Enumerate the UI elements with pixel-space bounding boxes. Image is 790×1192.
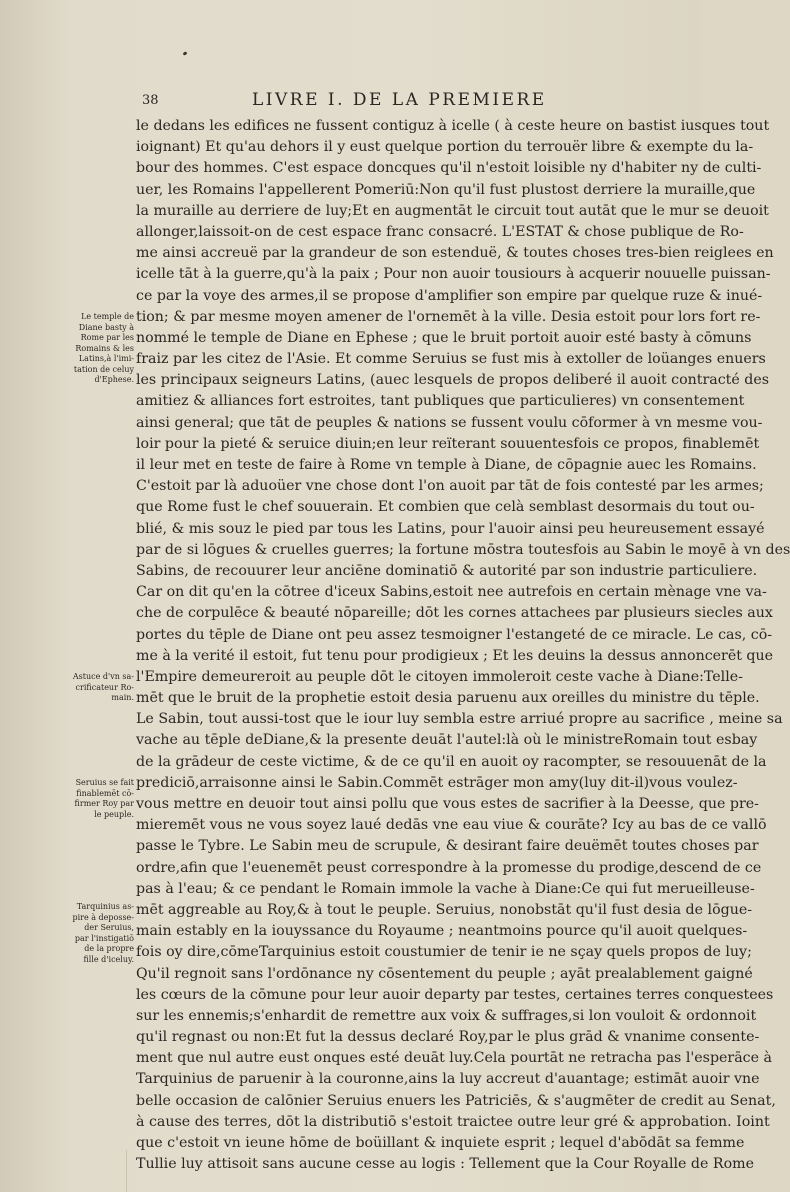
note-line: Seruius se fait (75, 778, 134, 787)
text-line: à cause des terres, dōt la distributiō s'estoit traictee outre leur gré & approbation. Ioint (136, 1113, 770, 1130)
text-line: mieremēt vous ne vous soyez laué dedās vne eau viue & courāte? Icy au bas de ce vallō (136, 817, 767, 834)
note-line: main. (111, 693, 134, 702)
margin-note-tarquinius (72, 902, 134, 965)
text-line: de la grādeur de ceste victime, & de ce qu'il en auoit oy racompter, se resouuenāt de la (136, 753, 767, 770)
text-line: Sabins, de recouurer leur anciēne dominatiō & autorité par son industrie particuliere. (136, 562, 758, 579)
margin-note-astuce (72, 672, 134, 704)
page-header (142, 90, 547, 112)
text-line: Tarquinius de paruenir à la couronne,ains la luy accreut d'auantage; estimāt auoir vne (136, 1071, 760, 1088)
text-line: fraiz par les citez de l'Asie. Et comme Seruius se fust mis à extoller de loüanges enuers (136, 351, 766, 368)
note-line: finablemēt cō- (76, 788, 134, 798)
text-line: vous mettre en deuoir tout ainsi pollu que vous estes de sacrifier à la Deesse, que pre- (136, 796, 759, 812)
text-line: bour des hommes. C'est espace doncques qu'il n'estoit loisible ny d'habiter ny de culti- (136, 160, 762, 177)
running-title: LIVRE I. DE LA PREMIERE (252, 90, 547, 110)
text-line: il leur met en teste de faire à Rome vn temple à Diane, de cōpagnie auec les Romains. (136, 457, 757, 473)
text-line: passe le Tybre. Le Sabin meu de scrupule, & desirant faire deuëmēt toutes choses par (136, 838, 759, 855)
text-line: uer, les Romains l'appellerent Pomeriū:Non qu'il fust plustost derriere la muraille,que (136, 181, 756, 198)
page-crease (126, 1150, 137, 1192)
text-line: Le Sabin, tout aussi-tost que le iour luy sembla estre arriué propre au sacrifice , meine sa (136, 711, 783, 728)
note-line: crificateur Ro- (75, 682, 134, 692)
text-line: ioignant) Et qu'au dehors il y eust quelque portion du terrouër libre & exempte du la- (136, 139, 754, 156)
text-line: nommé le temple de Diane en Ephese ; que le bruit portoit auoir esté basty à cōmuns (136, 329, 752, 346)
text-line: ordre,afin que l'euenemēt peust correspondre à la promesse du prodige,descend de ce (136, 859, 762, 876)
text-line: qu'il regnast ou non:Et fut la dessus declaré Roy,par le plus grād & vnanime consente- (136, 1029, 760, 1046)
text-line: tion; & par mesme moyen amener de l'ornemēt à la ville. Desia estoit pour lors fort re- (136, 308, 761, 325)
note-line: Rome par les (80, 333, 134, 342)
margin-note-temple (72, 312, 134, 386)
text-line: loir pour la pieté & seruice diuin;en leur reïterant souuentesfois ce propos, finablemēt (136, 435, 760, 452)
text-line: que Rome fust le chef souuerain. Et combien que celà semblast desormais du tout ou- (136, 499, 755, 516)
note-line: d'Ephese. (94, 375, 134, 384)
text-line: blié, & mis souz le pied par tous les Latins, pour l'auoir ainsi peu heureusement essayé (136, 520, 765, 537)
text-line: ment que nul autre eust onques esté deuāt luy.Cela pourtāt ne retracha pas l'esperāce à (136, 1050, 772, 1067)
text-line: me à la verité il estoit, fut tenu pour prodigieux ; Et les deuins la dessus annoncerēt que (136, 647, 774, 664)
note-line: Astuce d'vn sa- (72, 672, 134, 681)
text-line: l'Empire demeureroit au peuple dōt le citoyen immoleroit ceste vache à Diane:Telle- (136, 668, 743, 685)
note-line: der Seruius, (84, 923, 134, 932)
text-line: belle occasion de calōnier Seruius enuers les Patriciēs, & s'augmēter de credit au Senat, (136, 1092, 776, 1109)
text-line: Car on dit qu'en la cōtree d'iceux Sabins,estoit nee autrefois en certain mènage vne va- (136, 584, 767, 601)
text-line: che de corpulēce & beauté nōpareille; dōt les cornes attachees par plusieurs siecles aux (136, 605, 773, 622)
note-line: Le temple de (81, 312, 134, 321)
text-line: portes du tēple de Diane ont peu assez tesmoigner l'estangeté de ce miracle. Le cas, cō- (136, 626, 773, 643)
text-line: main estably en la iouyssance du Royaume ; neantmoins pource qu'il auoit quelques- (136, 923, 748, 940)
text-line: fois oy dire,cōmeTarquinius estoit coustumier de tenir ie ne sçay quels propos de luy; (136, 944, 752, 961)
text-line: icelle tāt à la guerre,qu'à la paix ; Pour non auoir tousiours à acquerir nouuelle puissan- (136, 266, 771, 283)
note-line: de la propre (84, 944, 134, 953)
text-line: par de si lōgues & cruelles guerres; la fortune mōstra toutesfois au Sabin le moyē à vn des (136, 541, 790, 558)
note-line: Diane basty à (78, 322, 134, 332)
text-line: ce par la voye des armes,il se propose d'amplifier son empire par quelque ruze & inué- (136, 287, 763, 304)
note-line: pire à deposse- (72, 912, 134, 922)
text-line: le dedans les edifices ne fussent contiguz à icelle ( à ceste heure on bastist iusques tout (136, 118, 770, 134)
text-line: me ainsi accreuë par la grandeur de son estenduë, & toutes choses tres-bien reiglees en (136, 245, 774, 262)
text-line: vache au tēple deDiane,& la presente deuāt l'autel:là où le ministreRomain tout esbay (136, 732, 758, 749)
note-line: Tarquinius as- (76, 902, 134, 911)
note-line: le peuple. (94, 809, 134, 819)
text-line: ainsi general; que tāt de peuples & nations se fussent voulu cōformer à vn mesme vou- (136, 414, 763, 431)
text-line: amitiez & alliances fort estroites, tant publiques que particulieres) vn consentement (136, 393, 745, 410)
text-line: que c'estoit vn ieune hōme de boüillant & inquiete esprit ; lequel d'abōdāt sa femme (136, 1135, 745, 1151)
note-line: firmer Roy par (74, 799, 134, 808)
text-line: prediciō,arraisonne ainsi le Sabin.Commēt estrāger mon amy(luy dit-il)vous voulez- (136, 774, 738, 791)
text-line: sur les ennemis;s'enhardit de remettre aux voix & suffrages,si lon vouloit & ordonnoit (136, 1007, 757, 1024)
note-line: par l'instigatiō (74, 933, 134, 943)
text-line: mēt que le bruit de la prophetie estoit desia paruenu aux oreilles du ministre du tēple. (136, 690, 760, 707)
text-line: allonger,laissoit-on de cest espace franc consacré. L'ESTAT & chose publique de Ro- (136, 223, 744, 240)
text-line: les principaux seigneurs Latins, (auec lesquels de propos deliberé il auoit contracté des (136, 372, 770, 389)
note-line: fille d'iceluy. (83, 954, 134, 964)
body-text (136, 116, 790, 1175)
note-line: Latins,à l'imi- (78, 354, 134, 363)
note-line: Romains & les (75, 343, 134, 353)
note-line: tation de celuy (73, 364, 134, 374)
text-line: la muraille au derriere de luy;Et en augmentāt le circuit tout autāt que le mur se deuoit (136, 202, 769, 219)
text-line: Qu'il regnoit sans l'ordōnance ny cōsentement du peuple ; ayāt prealablement gaigné (136, 965, 753, 982)
text-line: mēt aggreable au Roy,& à tout le peuple. Seruius, nonobstāt qu'il fust desia de lōgue- (136, 901, 753, 918)
text-line: C'estoit par là aduoüer vne chose dont l'on auoit par tāt de fois contesté par les armes; (136, 478, 764, 495)
margin-note-seruius (72, 778, 134, 820)
text-line: pas à l'eau; & ce pendant le Romain immole la vache à Diane:Ce qui fut merueilleuse- (136, 880, 755, 897)
text-line: Tullie luy attisoit sans aucune cesse au logis : Tellement que la Cour Royalle de Rome (136, 1156, 754, 1173)
text-line: les cœurs de la cōmune pour leur auoir departy par testes, certaines terres conquestees (136, 986, 774, 1003)
ink-speck (183, 51, 188, 56)
page-number: 38 (142, 93, 159, 108)
